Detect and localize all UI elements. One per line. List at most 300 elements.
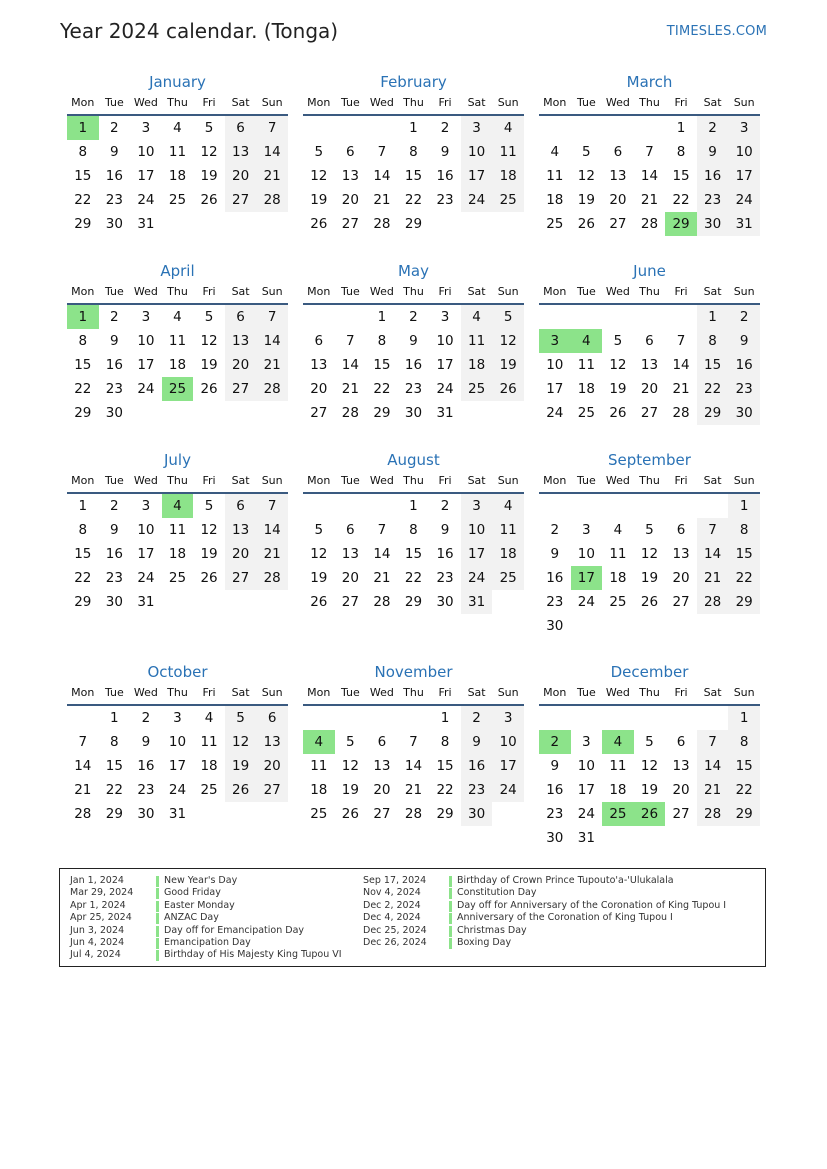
day-cell[interactable]: 20 xyxy=(225,164,257,188)
day-cell[interactable]: 5 xyxy=(613,333,623,349)
day-cell[interactable]: 7 xyxy=(676,333,686,349)
day-cell[interactable]: 17 xyxy=(461,542,493,566)
day-cell[interactable]: 16 xyxy=(105,546,123,562)
day-cell[interactable]: 12 xyxy=(310,168,328,184)
day-cell[interactable]: 28 xyxy=(341,405,359,421)
day-cell[interactable]: 23 xyxy=(728,377,760,401)
day-cell[interactable]: 24 xyxy=(137,570,155,586)
day-cell[interactable]: 30 xyxy=(546,830,564,846)
day-cell[interactable]: 10 xyxy=(728,140,760,164)
day-cell[interactable]: 14 xyxy=(256,140,288,164)
day-cell[interactable]: 4 xyxy=(550,144,560,160)
day-cell[interactable]: 25 xyxy=(492,566,524,590)
day-cell[interactable]: 7 xyxy=(645,144,654,160)
day-cell[interactable]: 23 xyxy=(436,192,454,208)
day-cell[interactable]: 4 xyxy=(492,494,524,518)
day-cell[interactable]: 21 xyxy=(256,542,288,566)
day-cell[interactable]: 5 xyxy=(346,734,355,750)
day-cell[interactable]: 25 xyxy=(546,216,564,232)
day-cell[interactable]: 5 xyxy=(314,144,324,160)
day-cell[interactable]: 10 xyxy=(137,522,155,538)
day-cell[interactable]: 20 xyxy=(310,381,328,397)
day-cell[interactable]: 1 xyxy=(440,710,450,726)
day-cell[interactable]: 14 xyxy=(341,357,359,373)
holiday-day-cell[interactable]: 4 xyxy=(303,730,335,754)
day-cell[interactable]: 21 xyxy=(697,778,729,802)
day-cell[interactable]: 30 xyxy=(404,405,423,421)
day-cell[interactable]: 26 xyxy=(609,405,627,421)
day-cell[interactable]: 13 xyxy=(373,758,391,774)
day-cell[interactable]: 29 xyxy=(404,216,423,232)
day-cell[interactable]: 6 xyxy=(346,522,355,538)
day-cell[interactable]: 24 xyxy=(577,594,595,610)
day-cell[interactable]: 6 xyxy=(225,116,257,140)
day-cell[interactable]: 7 xyxy=(256,305,288,329)
day-cell[interactable]: 17 xyxy=(137,168,155,184)
day-cell[interactable]: 15 xyxy=(436,758,454,774)
day-cell[interactable]: 16 xyxy=(546,782,564,798)
day-cell[interactable]: 24 xyxy=(546,405,564,421)
day-cell[interactable]: 19 xyxy=(492,353,524,377)
day-cell[interactable]: 13 xyxy=(225,518,257,542)
day-cell[interactable]: 16 xyxy=(697,164,729,188)
day-cell[interactable]: 1 xyxy=(377,309,387,325)
day-cell[interactable]: 17 xyxy=(436,357,454,373)
day-cell[interactable]: 12 xyxy=(225,730,257,754)
day-cell[interactable]: 29 xyxy=(436,806,454,822)
day-cell[interactable]: 17 xyxy=(577,782,595,798)
day-cell[interactable]: 4 xyxy=(173,120,182,136)
day-cell[interactable]: 18 xyxy=(168,357,187,373)
day-cell[interactable]: 20 xyxy=(373,782,391,798)
holiday-day-cell[interactable]: 25 xyxy=(602,802,634,826)
day-cell[interactable]: 22 xyxy=(728,778,760,802)
day-cell[interactable]: 14 xyxy=(697,754,729,778)
day-cell[interactable]: 23 xyxy=(404,381,423,397)
day-cell[interactable]: 16 xyxy=(137,758,155,774)
day-cell[interactable]: 31 xyxy=(728,212,760,236)
day-cell[interactable]: 20 xyxy=(341,570,359,586)
day-cell[interactable]: 3 xyxy=(492,706,524,730)
day-cell[interactable]: 13 xyxy=(672,758,690,774)
holiday-day-cell[interactable]: 2 xyxy=(539,730,571,754)
day-cell[interactable]: 27 xyxy=(341,216,359,232)
day-cell[interactable]: 14 xyxy=(256,329,288,353)
day-cell[interactable]: 21 xyxy=(640,192,659,208)
day-cell[interactable]: 31 xyxy=(436,405,454,421)
day-cell[interactable]: 2 xyxy=(409,309,418,325)
day-cell[interactable]: 25 xyxy=(200,782,218,798)
day-cell[interactable]: 28 xyxy=(256,188,288,212)
day-cell[interactable]: 22 xyxy=(404,570,423,586)
day-cell[interactable]: 22 xyxy=(436,782,454,798)
day-cell[interactable]: 1 xyxy=(728,494,760,518)
day-cell[interactable]: 27 xyxy=(640,405,659,421)
day-cell[interactable]: 2 xyxy=(110,498,119,514)
day-cell[interactable]: 13 xyxy=(225,329,257,353)
day-cell[interactable]: 30 xyxy=(436,594,454,610)
holiday-day-cell[interactable]: 29 xyxy=(665,212,697,236)
day-cell[interactable]: 23 xyxy=(546,806,564,822)
day-cell[interactable]: 17 xyxy=(137,546,155,562)
day-cell[interactable]: 8 xyxy=(78,522,88,538)
day-cell[interactable]: 8 xyxy=(409,144,418,160)
holiday-day-cell[interactable]: 1 xyxy=(67,116,99,140)
day-cell[interactable]: 9 xyxy=(440,522,450,538)
day-cell[interactable]: 6 xyxy=(613,144,623,160)
day-cell[interactable]: 7 xyxy=(697,518,729,542)
day-cell[interactable]: 10 xyxy=(461,518,493,542)
day-cell[interactable]: 27 xyxy=(225,377,257,401)
day-cell[interactable]: 23 xyxy=(461,778,493,802)
day-cell[interactable]: 4 xyxy=(613,522,623,538)
day-cell[interactable]: 13 xyxy=(256,730,288,754)
day-cell[interactable]: 7 xyxy=(697,730,729,754)
day-cell[interactable]: 11 xyxy=(168,333,187,349)
day-cell[interactable]: 24 xyxy=(461,188,493,212)
day-cell[interactable]: 9 xyxy=(550,546,560,562)
day-cell[interactable]: 28 xyxy=(697,590,729,614)
day-cell[interactable]: 22 xyxy=(74,381,92,397)
day-cell[interactable]: 19 xyxy=(310,192,328,208)
day-cell[interactable]: 12 xyxy=(200,144,218,160)
day-cell[interactable]: 25 xyxy=(168,570,187,586)
day-cell[interactable]: 15 xyxy=(697,353,729,377)
day-cell[interactable]: 14 xyxy=(74,758,92,774)
day-cell[interactable]: 24 xyxy=(728,188,760,212)
day-cell[interactable]: 18 xyxy=(492,164,524,188)
day-cell[interactable]: 10 xyxy=(137,144,155,160)
holiday-day-cell[interactable]: 4 xyxy=(162,494,194,518)
day-cell[interactable]: 28 xyxy=(256,566,288,590)
day-cell[interactable]: 3 xyxy=(141,309,151,325)
day-cell[interactable]: 27 xyxy=(373,806,391,822)
day-cell[interactable]: 7 xyxy=(377,522,387,538)
day-cell[interactable]: 16 xyxy=(105,357,123,373)
day-cell[interactable]: 24 xyxy=(577,806,595,822)
day-cell[interactable]: 21 xyxy=(672,381,690,397)
day-cell[interactable]: 19 xyxy=(200,168,218,184)
day-cell[interactable]: 26 xyxy=(577,216,595,232)
day-cell[interactable]: 18 xyxy=(609,782,627,798)
day-cell[interactable]: 9 xyxy=(110,333,119,349)
day-cell[interactable]: 6 xyxy=(346,144,355,160)
day-cell[interactable]: 29 xyxy=(404,594,423,610)
day-cell[interactable]: 23 xyxy=(105,570,123,586)
day-cell[interactable]: 4 xyxy=(461,305,493,329)
day-cell[interactable]: 17 xyxy=(137,357,155,373)
day-cell[interactable]: 30 xyxy=(546,618,564,634)
day-cell[interactable]: 27 xyxy=(341,594,359,610)
day-cell[interactable]: 17 xyxy=(728,164,760,188)
day-cell[interactable]: 18 xyxy=(200,758,218,774)
day-cell[interactable]: 3 xyxy=(582,734,591,750)
day-cell[interactable]: 20 xyxy=(341,192,359,208)
day-cell[interactable]: 10 xyxy=(137,333,155,349)
day-cell[interactable]: 26 xyxy=(640,594,659,610)
day-cell[interactable]: 15 xyxy=(74,357,92,373)
day-cell[interactable]: 15 xyxy=(74,546,92,562)
day-cell[interactable]: 26 xyxy=(492,377,524,401)
day-cell[interactable]: 29 xyxy=(728,802,760,826)
day-cell[interactable]: 30 xyxy=(137,806,155,822)
day-cell[interactable]: 11 xyxy=(200,734,218,750)
day-cell[interactable]: 13 xyxy=(341,546,359,562)
day-cell[interactable]: 9 xyxy=(141,734,151,750)
day-cell[interactable]: 23 xyxy=(137,782,155,798)
day-cell[interactable]: 21 xyxy=(256,353,288,377)
day-cell[interactable]: 28 xyxy=(672,405,690,421)
day-cell[interactable]: 23 xyxy=(546,594,564,610)
day-cell[interactable]: 11 xyxy=(492,518,524,542)
day-cell[interactable]: 14 xyxy=(640,168,659,184)
day-cell[interactable]: 17 xyxy=(461,164,493,188)
day-cell[interactable]: 11 xyxy=(461,329,493,353)
day-cell[interactable]: 14 xyxy=(672,357,690,373)
day-cell[interactable]: 5 xyxy=(582,144,591,160)
day-cell[interactable]: 23 xyxy=(697,188,729,212)
day-cell[interactable]: 12 xyxy=(640,758,659,774)
day-cell[interactable]: 3 xyxy=(582,522,591,538)
day-cell[interactable]: 24 xyxy=(436,381,454,397)
day-cell[interactable]: 15 xyxy=(728,542,760,566)
day-cell[interactable]: 9 xyxy=(550,758,560,774)
day-cell[interactable]: 22 xyxy=(74,192,92,208)
day-cell[interactable]: 29 xyxy=(697,401,729,425)
day-cell[interactable]: 17 xyxy=(168,758,187,774)
day-cell[interactable]: 20 xyxy=(640,381,659,397)
day-cell[interactable]: 7 xyxy=(377,144,387,160)
day-cell[interactable]: 12 xyxy=(341,758,359,774)
day-cell[interactable]: 31 xyxy=(137,594,155,610)
day-cell[interactable]: 21 xyxy=(697,566,729,590)
day-cell[interactable]: 18 xyxy=(168,546,187,562)
day-cell[interactable]: 12 xyxy=(492,329,524,353)
day-cell[interactable]: 2 xyxy=(440,498,450,514)
day-cell[interactable]: 10 xyxy=(492,730,524,754)
day-cell[interactable]: 3 xyxy=(461,116,493,140)
day-cell[interactable]: 3 xyxy=(141,120,151,136)
day-cell[interactable]: 11 xyxy=(310,758,328,774)
day-cell[interactable]: 2 xyxy=(110,309,119,325)
day-cell[interactable]: 16 xyxy=(728,353,760,377)
day-cell[interactable]: 30 xyxy=(105,216,123,232)
holiday-day-cell[interactable]: 25 xyxy=(162,377,194,401)
day-cell[interactable]: 30 xyxy=(728,401,760,425)
day-cell[interactable]: 8 xyxy=(728,730,760,754)
day-cell[interactable]: 29 xyxy=(74,405,92,421)
day-cell[interactable]: 9 xyxy=(697,140,729,164)
day-cell[interactable]: 24 xyxy=(168,782,187,798)
holiday-day-cell[interactable]: 4 xyxy=(571,329,603,353)
day-cell[interactable]: 18 xyxy=(461,353,493,377)
day-cell[interactable]: 9 xyxy=(409,333,418,349)
day-cell[interactable]: 10 xyxy=(168,734,187,750)
day-cell[interactable]: 26 xyxy=(310,216,328,232)
day-cell[interactable]: 6 xyxy=(377,734,387,750)
day-cell[interactable]: 9 xyxy=(440,144,450,160)
day-cell[interactable]: 25 xyxy=(577,405,595,421)
day-cell[interactable]: 28 xyxy=(697,802,729,826)
day-cell[interactable]: 27 xyxy=(672,594,690,610)
day-cell[interactable]: 5 xyxy=(225,706,257,730)
day-cell[interactable]: 20 xyxy=(225,353,257,377)
day-cell[interactable]: 22 xyxy=(373,381,391,397)
day-cell[interactable]: 7 xyxy=(256,116,288,140)
day-cell[interactable]: 22 xyxy=(728,566,760,590)
day-cell[interactable]: 2 xyxy=(728,305,760,329)
day-cell[interactable]: 25 xyxy=(168,192,187,208)
day-cell[interactable]: 28 xyxy=(404,806,423,822)
day-cell[interactable]: 23 xyxy=(436,570,454,586)
day-cell[interactable]: 25 xyxy=(609,594,627,610)
day-cell[interactable]: 28 xyxy=(373,216,391,232)
day-cell[interactable]: 2 xyxy=(550,522,560,538)
day-cell[interactable]: 16 xyxy=(404,357,423,373)
day-cell[interactable]: 8 xyxy=(728,518,760,542)
day-cell[interactable]: 21 xyxy=(256,164,288,188)
day-cell[interactable]: 8 xyxy=(377,333,387,349)
day-cell[interactable]: 19 xyxy=(225,754,257,778)
day-cell[interactable]: 14 xyxy=(373,546,391,562)
day-cell[interactable]: 14 xyxy=(256,518,288,542)
day-cell[interactable]: 15 xyxy=(404,168,423,184)
day-cell[interactable]: 13 xyxy=(609,168,627,184)
day-cell[interactable]: 1 xyxy=(78,498,88,514)
holiday-day-cell[interactable]: 4 xyxy=(602,730,634,754)
day-cell[interactable]: 19 xyxy=(341,782,359,798)
day-cell[interactable]: 4 xyxy=(173,309,182,325)
day-cell[interactable]: 1 xyxy=(409,498,418,514)
day-cell[interactable]: 24 xyxy=(137,192,155,208)
day-cell[interactable]: 7 xyxy=(256,494,288,518)
day-cell[interactable]: 6 xyxy=(676,734,686,750)
day-cell[interactable]: 18 xyxy=(609,570,627,586)
day-cell[interactable]: 11 xyxy=(609,758,627,774)
day-cell[interactable]: 26 xyxy=(225,778,257,802)
day-cell[interactable]: 10 xyxy=(436,333,454,349)
day-cell[interactable]: 31 xyxy=(461,590,493,614)
day-cell[interactable]: 8 xyxy=(676,144,686,160)
day-cell[interactable]: 3 xyxy=(173,710,182,726)
day-cell[interactable]: 15 xyxy=(672,168,690,184)
day-cell[interactable]: 2 xyxy=(461,706,493,730)
day-cell[interactable]: 27 xyxy=(609,216,627,232)
day-cell[interactable]: 5 xyxy=(645,734,654,750)
day-cell[interactable]: 1 xyxy=(676,120,686,136)
day-cell[interactable]: 16 xyxy=(105,168,123,184)
day-cell[interactable]: 19 xyxy=(200,357,218,373)
day-cell[interactable]: 21 xyxy=(373,192,391,208)
day-cell[interactable]: 26 xyxy=(200,192,218,208)
day-cell[interactable]: 20 xyxy=(672,782,690,798)
day-cell[interactable]: 2 xyxy=(440,120,450,136)
day-cell[interactable]: 20 xyxy=(225,542,257,566)
day-cell[interactable]: 24 xyxy=(137,381,155,397)
day-cell[interactable]: 15 xyxy=(728,754,760,778)
day-cell[interactable]: 12 xyxy=(200,333,218,349)
day-cell[interactable]: 27 xyxy=(672,806,690,822)
day-cell[interactable]: 19 xyxy=(609,381,627,397)
day-cell[interactable]: 30 xyxy=(461,802,493,826)
day-cell[interactable]: 29 xyxy=(105,806,123,822)
day-cell[interactable]: 25 xyxy=(492,188,524,212)
day-cell[interactable]: 26 xyxy=(341,806,359,822)
day-cell[interactable]: 5 xyxy=(204,309,214,325)
day-cell[interactable]: 2 xyxy=(141,710,151,726)
day-cell[interactable]: 17 xyxy=(492,754,524,778)
day-cell[interactable]: 3 xyxy=(461,494,493,518)
day-cell[interactable]: 11 xyxy=(609,546,627,562)
day-cell[interactable]: 6 xyxy=(314,333,324,349)
day-cell[interactable]: 11 xyxy=(168,522,187,538)
day-cell[interactable]: 17 xyxy=(546,381,564,397)
day-cell[interactable]: 28 xyxy=(256,377,288,401)
day-cell[interactable]: 6 xyxy=(225,305,257,329)
day-cell[interactable]: 11 xyxy=(546,168,564,184)
day-cell[interactable]: 22 xyxy=(105,782,123,798)
day-cell[interactable]: 25 xyxy=(310,806,328,822)
day-cell[interactable]: 29 xyxy=(728,590,760,614)
day-cell[interactable]: 13 xyxy=(640,357,659,373)
day-cell[interactable]: 14 xyxy=(404,758,423,774)
day-cell[interactable]: 5 xyxy=(204,120,214,136)
day-cell[interactable]: 19 xyxy=(577,192,595,208)
day-cell[interactable]: 28 xyxy=(640,216,659,232)
brand-link[interactable]: TIMESLES.COM xyxy=(666,24,767,39)
day-cell[interactable]: 18 xyxy=(577,381,595,397)
day-cell[interactable]: 30 xyxy=(105,405,123,421)
day-cell[interactable]: 26 xyxy=(310,594,328,610)
day-cell[interactable]: 28 xyxy=(373,594,391,610)
day-cell[interactable]: 18 xyxy=(546,192,564,208)
day-cell[interactable]: 26 xyxy=(200,381,218,397)
day-cell[interactable]: 16 xyxy=(461,754,493,778)
day-cell[interactable]: 2 xyxy=(697,116,729,140)
day-cell[interactable]: 1 xyxy=(409,120,418,136)
day-cell[interactable]: 10 xyxy=(577,546,595,562)
day-cell[interactable]: 8 xyxy=(440,734,450,750)
day-cell[interactable]: 4 xyxy=(492,116,524,140)
day-cell[interactable]: 22 xyxy=(74,570,92,586)
day-cell[interactable]: 19 xyxy=(640,782,659,798)
day-cell[interactable]: 8 xyxy=(697,329,729,353)
day-cell[interactable]: 15 xyxy=(74,168,92,184)
day-cell[interactable]: 20 xyxy=(672,570,690,586)
day-cell[interactable]: 21 xyxy=(341,381,359,397)
day-cell[interactable]: 6 xyxy=(645,333,654,349)
day-cell[interactable]: 6 xyxy=(225,494,257,518)
day-cell[interactable]: 8 xyxy=(110,734,119,750)
day-cell[interactable]: 10 xyxy=(461,140,493,164)
day-cell[interactable]: 21 xyxy=(74,782,92,798)
day-cell[interactable]: 30 xyxy=(697,212,729,236)
day-cell[interactable]: 11 xyxy=(168,144,187,160)
day-cell[interactable]: 12 xyxy=(640,546,659,562)
day-cell[interactable]: 26 xyxy=(200,570,218,586)
day-cell[interactable]: 3 xyxy=(141,498,151,514)
holiday-day-cell[interactable]: 3 xyxy=(539,329,571,353)
day-cell[interactable]: 23 xyxy=(105,381,123,397)
day-cell[interactable]: 9 xyxy=(728,329,760,353)
day-cell[interactable]: 27 xyxy=(256,778,288,802)
day-cell[interactable]: 18 xyxy=(310,782,328,798)
day-cell[interactable]: 10 xyxy=(577,758,595,774)
day-cell[interactable]: 8 xyxy=(78,333,88,349)
day-cell[interactable]: 2 xyxy=(110,120,119,136)
day-cell[interactable]: 27 xyxy=(310,405,328,421)
holiday-day-cell[interactable]: 1 xyxy=(67,305,99,329)
